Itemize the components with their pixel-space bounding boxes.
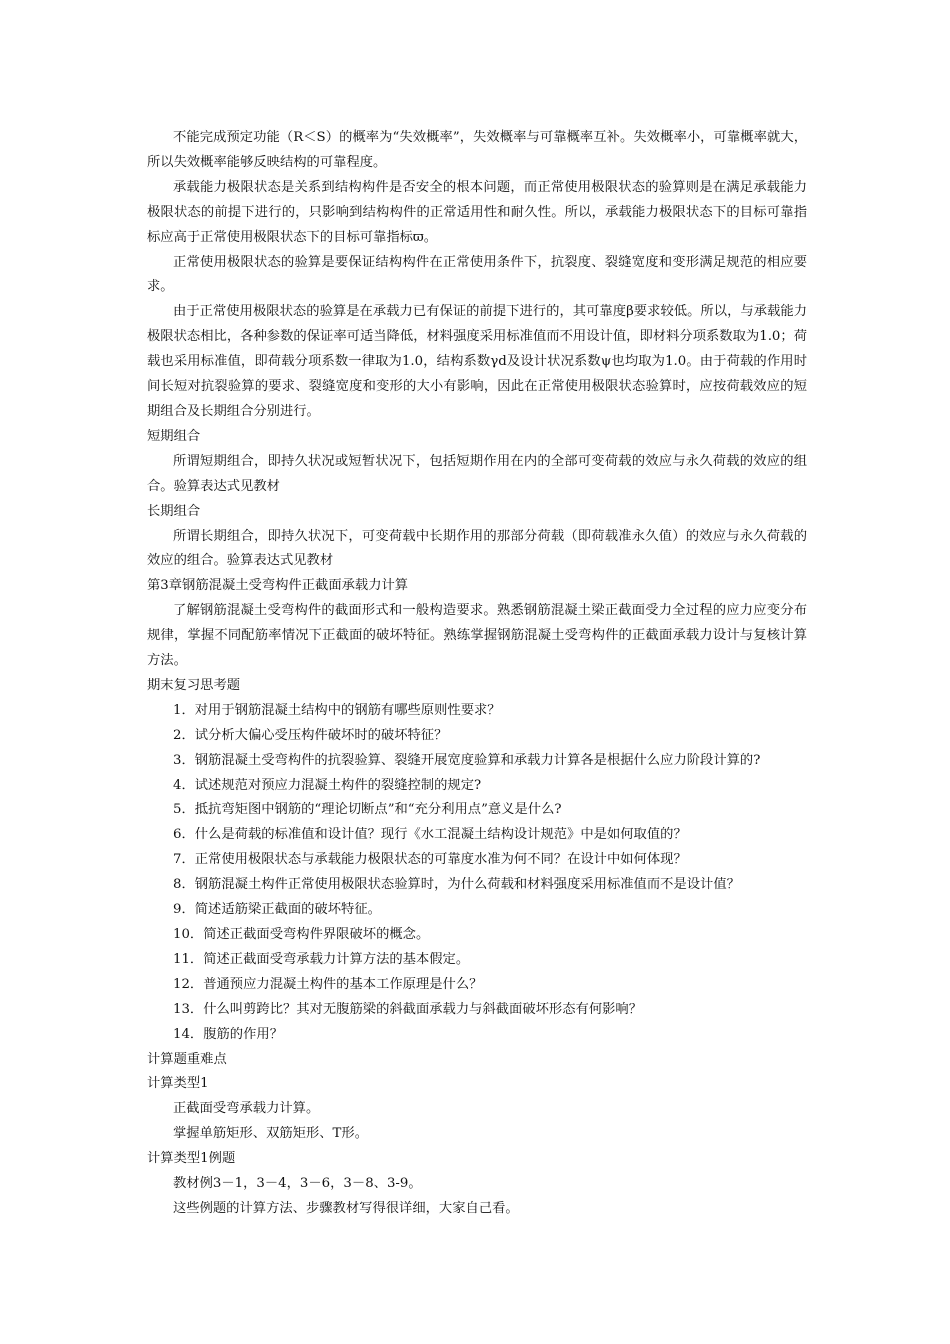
list-item: 4．试述规范对预应力混凝土构件的裂缝控制的规定? bbox=[173, 777, 482, 793]
heading-review-questions: 期末复习思考题 bbox=[147, 677, 241, 693]
paragraph-short-term-combination: 所谓短期组合，即持久状况或短暂状况下，包括短期作用在内的全部可变荷载的效应与永久荷载的效应的组合。验算表达式见教材 bbox=[147, 453, 807, 494]
document-page bbox=[147, 126, 807, 1222]
example-references: 教材例3－1，3－4，3－6，3－8、3-9。 bbox=[173, 1176, 422, 1192]
list-item: 7．正常使用极限状态与承载能力极限状态的可靠度水准为何不同？在设计中如何体现？ bbox=[173, 852, 687, 868]
paragraph-long-term-combination: 所谓长期组合，即持久状况下，可变荷载中长期作用的那部分荷载（即荷载准永久值）的效应与永久荷载的效应的组合。验算表达式见教材 bbox=[147, 528, 807, 569]
heading-short-term-combination: 短期组合 bbox=[147, 428, 201, 444]
paragraph-limit-state-comparison: 承载能力极限状态是关系到结构构件是否安全的根本问题，而正常使用极限状态的验算则是在满足承载能力极限状态的前提下进行的，只影响到结构构件的正常适用性和耐久性。所以，承载能力极限状态下的目标可靠指标应高于正常使用极限状态下的目标可靠指标ϖ。 bbox=[147, 179, 807, 245]
paragraph-serviceability-check: 正常使用极限状态的验算是要保证结构构件在正常使用条件下，抗裂度、裂缝宽度和变形满足规范的相应要求。 bbox=[147, 254, 807, 295]
list-item: 10．简述正截面受弯构件界限破坏的概念。 bbox=[173, 927, 430, 942]
list-item: 14．腹筋的作用？ bbox=[173, 1026, 283, 1042]
list-item: 9．简述适筋梁正截面的破坏特征。 bbox=[173, 902, 381, 918]
list-item: 1．对用于钢筋混凝土结构中的钢筋有哪些原则性要求？ bbox=[173, 702, 501, 718]
list-item: 6．什么是荷载的标准值和设计值？现行《水工混凝土结构设计规范》中是如何取值的？ bbox=[173, 827, 687, 843]
type1-description: 正截面受弯承载力计算。 bbox=[173, 1101, 320, 1117]
paragraph-reliability-coefficients: 由于正常使用极限状态的验算是在承载力已有保证的前提下进行的，其可靠度β要求较低。所以，与承载能力极限状态相比，各种参数的保证率可适当降低，材料强度采用标准值而不用设计值，即材料分项系数取为1.0；荷载也采用标准值，即荷载分项系数一律取为1.0，结构系数γd及设计状况系数ψ也均取为1.0。由于荷载的作用时间长短对抗裂验算的要求、裂缝宽度和变形的大小有影响，因此在正常使用极限状态验算时，应按荷载效应的短期组合及长期组合分别进行。 bbox=[147, 304, 807, 419]
review-question-list bbox=[147, 699, 807, 1048]
heading-calculation-key-points: 计算题重难点 bbox=[147, 1051, 227, 1067]
chapter-heading: 第3章钢筋混凝土受弯构件正截面承载力计算 bbox=[147, 578, 409, 594]
list-item: 11．简述正截面受弯承载力计算方法的基本假定。 bbox=[173, 951, 470, 967]
chapter-objectives: 了解钢筋混凝土受弯构件的截面形式和一般构造要求。熟悉钢筋混凝土梁正截面受力全过程的应力应变分布规律，掌握不同配筋率情况下正截面的破坏特征。熟练掌握钢筋混凝土受弯构件的正截面承载力设计与复核计算方法。 bbox=[147, 603, 807, 669]
list-item: 3．钢筋混凝土受弯构件的抗裂验算、裂缝开展宽度验算和承载力计算各是根据什么应力阶段计算的? bbox=[173, 752, 761, 768]
example-note: 这些例题的计算方法、步骤教材写得很详细，大家自己看。 bbox=[173, 1200, 519, 1216]
list-item: 5．抵抗弯矩图中钢筋的“理论切断点”和“充分利用点”意义是什么? bbox=[173, 802, 562, 818]
heading-calculation-type-1-examples: 计算类型1例题 bbox=[147, 1151, 236, 1167]
list-item: 13．什么叫剪跨比？其对无腹筋梁的斜截面承载力与斜截面破坏形态有何影响？ bbox=[173, 1001, 643, 1017]
paragraph-failure-probability: 不能完成预定功能（R＜S）的概率为“失效概率”，失效概率与可靠概率互补。失效概率小，可靠概率就大，所以失效概率能够反映结构的可靠程度。 bbox=[147, 130, 807, 170]
list-item: 12．普通预应力混凝土构件的基本工作原理是什么？ bbox=[173, 976, 483, 992]
list-item: 8．钢筋混凝土构件正常使用极限状态验算时，为什么荷载和材料强度采用标准值而不是设计值？ bbox=[173, 877, 740, 893]
list-item: 2．试分析大偏心受压构件破坏时的破坏特征？ bbox=[173, 727, 448, 743]
heading-long-term-combination: 长期组合 bbox=[147, 503, 201, 519]
type1-requirement: 掌握单筋矩形、双筋矩形、T形。 bbox=[173, 1126, 369, 1142]
heading-calculation-type-1: 计算类型1 bbox=[147, 1076, 209, 1092]
